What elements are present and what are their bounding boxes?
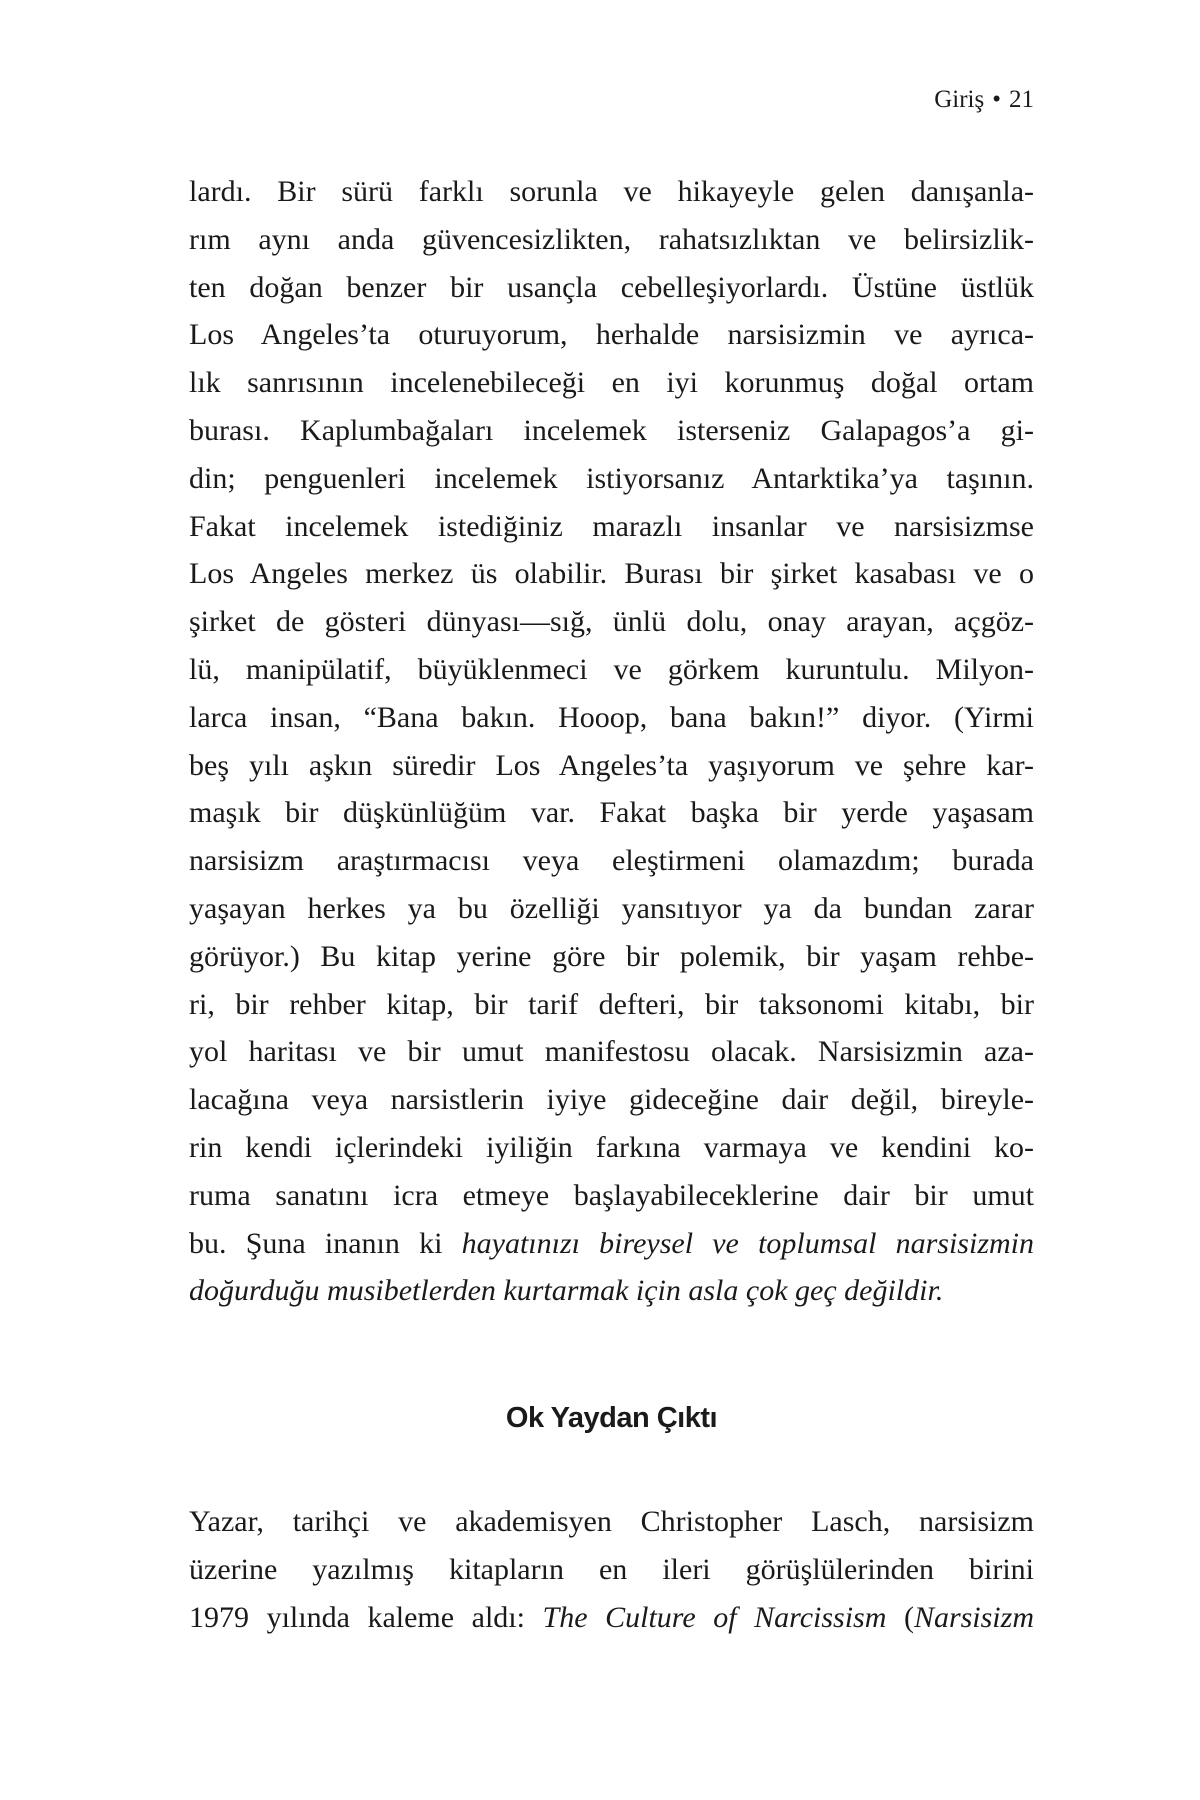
running-head-separator: • xyxy=(992,86,1001,113)
text-line: ruma sanatını icra etmeye başlayabileceklerine dair bir umut xyxy=(189,1178,1034,1212)
text-line: görüyor.) Bu kitap yerine göre bir polemik, bir yaşam rehbe- xyxy=(189,939,1034,973)
text-line: lardı. Bir sürü farklı sorunla ve hikayeyle gelen danışanla- xyxy=(189,175,1034,208)
text-line: Los Angeles merkez üs olabilir. Burası bir şirket kasabası ve o xyxy=(189,557,1034,591)
text-line: maşık bir düşkünlüğüm var. Fakat başka bir yerde yaşasam xyxy=(189,796,1034,830)
text-line xyxy=(189,1594,1034,1642)
section-heading: Ok Yaydan Çıktı xyxy=(505,1402,718,1434)
text-run: ( xyxy=(886,1600,914,1634)
text-line: ri, bir rehber kitap, bir tarif defteri, bir taksonomi kitabı, bir xyxy=(189,987,1034,1021)
emphasis-text: doğurduğu musibetlerden kurtarmak için asla çok geç değildir. xyxy=(189,1274,944,1308)
text-line: yaşayan herkes ya bu özelliği yansıtıyor ya da bundan zarar xyxy=(189,891,1034,925)
text-line: lacağına veya narsistlerin iyiye gideceğine dair değil, bireyle- xyxy=(189,1083,1034,1117)
text-line: din; penguenleri incelemek istiyorsanız Antarktika’ya taşının. xyxy=(189,461,1034,495)
text-line: beş yılı aşkın süredir Los Angeles’ta yaşıyorum ve şehre kar- xyxy=(189,748,1034,782)
text-line: lık sanrısının incelenebileceği en iyi korunmuş doğal ortam xyxy=(189,366,1034,400)
text-line: Los Angeles’ta oturuyorum, herhalde narsisizmin ve ayrıca- xyxy=(189,318,1034,352)
running-head xyxy=(934,86,1034,114)
text-line: lü, manipülatif, büyüklenmeci ve görkem kuruntulu. Milyon- xyxy=(189,652,1034,686)
text-line: şirket de gösteri dünyası—sığ, ünlü dolu, onay arayan, açgöz- xyxy=(189,605,1034,639)
text-line: rin kendi içlerindeki iyiliğin farkına varmaya ve kendini ko- xyxy=(189,1130,1034,1164)
emphasis-text: hayatınızı bireysel ve toplumsal narsisizmin xyxy=(461,1226,1034,1260)
running-head-section: Giriş xyxy=(934,86,985,113)
text-line: Fakat incelemek istediğiniz marazlı insanlar ve narsisizmse xyxy=(189,509,1034,543)
text-line xyxy=(189,1267,1034,1315)
text-line: Yazar, tarihçi ve akademisyen Christopher Lasch, narsisizm xyxy=(189,1505,1034,1538)
text-line: üzerine yazılmış kitapların en ileri görüşlülerinden birini xyxy=(189,1552,1034,1586)
body-paragraph-2 xyxy=(189,1498,1034,1641)
text-line: narsisizm araştırmacısı veya eleştirmeni olamazdım; burada xyxy=(189,844,1034,878)
text-line: yol haritası ve bir umut manifestosu olacak. Narsisizmin aza- xyxy=(189,1035,1034,1069)
body-paragraph-1 xyxy=(189,168,1034,1315)
text-line xyxy=(189,1220,1034,1268)
text-line: larca insan, “Bana bakın. Hooop, bana bakın!” diyor. (Yirmi xyxy=(189,700,1034,734)
text-line: ten doğan benzer bir usançla cebelleşiyorlardı. Üstüne üstlük xyxy=(189,270,1034,304)
book-title: The Culture of Narcissism xyxy=(542,1600,887,1634)
book-title-translation: Narsisizm xyxy=(913,1600,1034,1634)
page-number: 21 xyxy=(1009,86,1034,113)
text-run: 1979 yılında kaleme aldı: xyxy=(189,1600,543,1634)
text-line: burası. Kaplumbağaları incelemek isterseniz Galapagos’a gi- xyxy=(189,413,1034,447)
text-line: rım aynı anda güvencesizlikten, rahatsızlıktan ve belirsizlik- xyxy=(189,222,1034,256)
text-run: bu. Şuna inanın ki xyxy=(189,1226,462,1260)
